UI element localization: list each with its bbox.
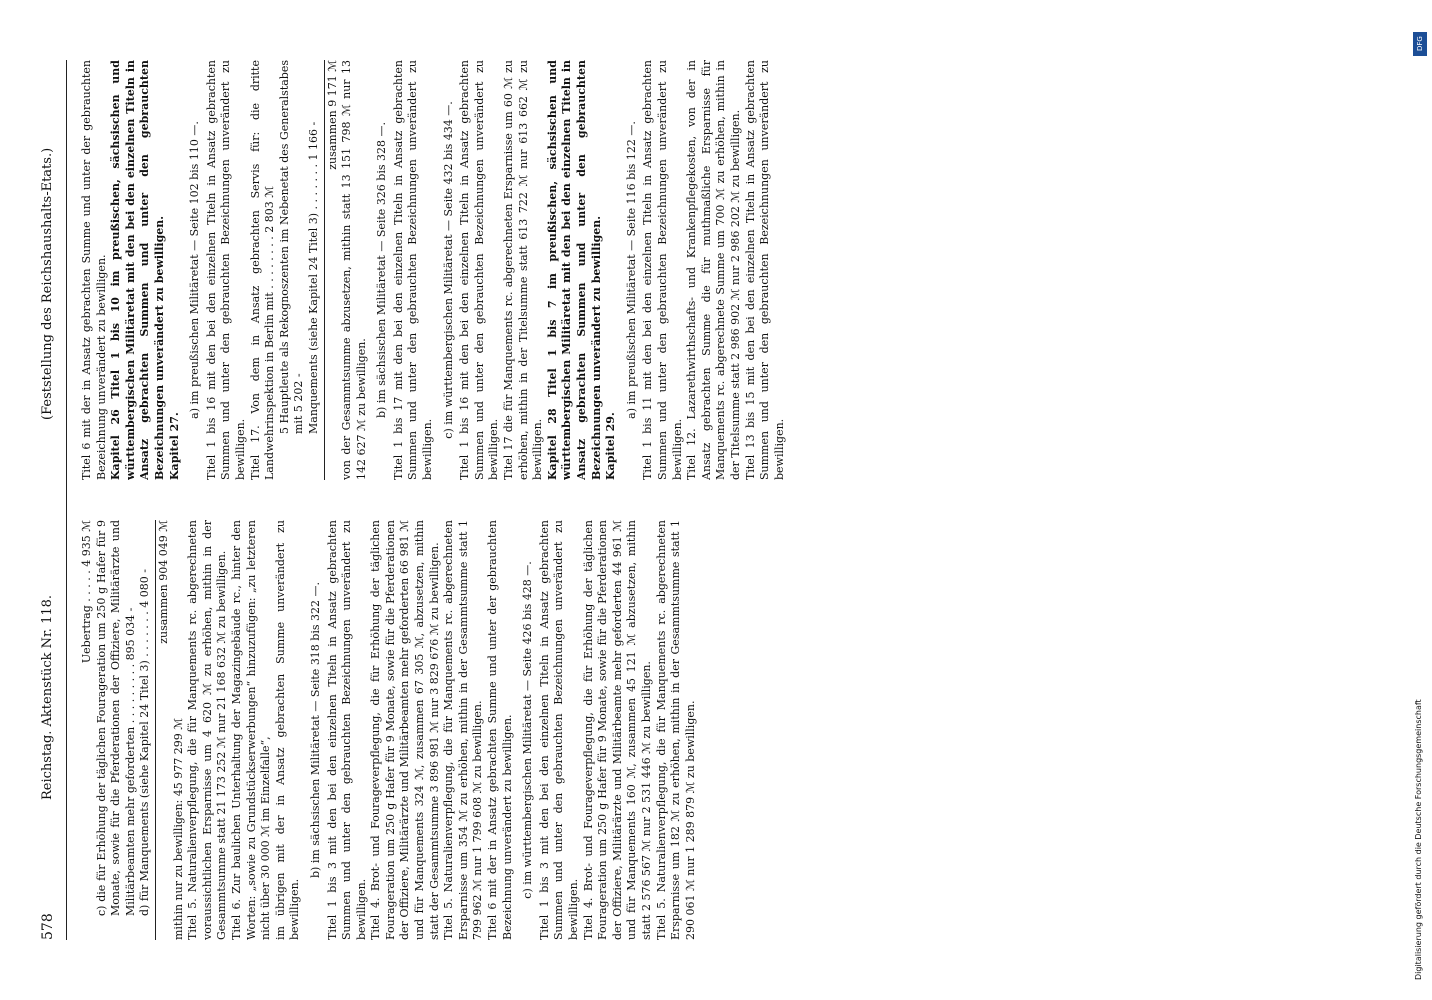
header-rule [66, 60, 67, 940]
paragraph: Titel 17 die für Manquements rc. abgerechneten Ersparnisse um 60 ℳ zu erhöhen, mithin in der Titelsumme statt 613 722 ℳ nur 613 662 ℳ zu bewilligen. [502, 60, 545, 480]
page-number: 578 [40, 913, 56, 940]
paragraph: Titel 12. Lazarethwirthschafts- und Krankenpflegekosten, von der in Ansatz gebrachten Summe die für muthmaßliche Ersparnisse für Manquements rc. abgerechnete Summe um 700 ℳ zu erhöhen, mithin in der Titelsumme statt 2 986 902 ℳ nur 2 986 202 ℳ zu bewilligen. [685, 60, 742, 480]
digitization-sidebar [1412, 30, 1428, 990]
paragraph: Titel 5. Naturalienverpflegung, die für Manquements rc. abgerechneten Ersparnisse um 354 ℳ zu erhöhen, mithin in der Gesammtsumme statt 1 799 962 ℳ nur 1 799 608 ℳ zu bewilligen. [442, 520, 485, 940]
paragraph: Titel 4. Brot- und Fourageverpflegung, die für Erhöhung der täglichen Fourageration um 250 g Hafer für 9 Monate, sowie für die Pferderationen der Offiziere, Militärärzte und Militärbeamte mehr geforderten 44 961 ℳ und für Manquements 160 ℳ, zusammen 45 121 ℳ abzusetzen, mithin statt 2 576 567 ℳ nur 2 531 446 ℳ zu bewilligen. [581, 520, 653, 940]
paragraph: a) im preußischen Militäretat — Seite 102 bis 110 —. [188, 121, 202, 419]
paragraph: c) die für Erhöhung der täglichen Fourageration um 250 g Hafer für 9 Monate, sowie für die Pferderationen der Offiziere, Militärärzte und Militärbeamten mehr geforderten . . . . . . . . . 895 034 - [94, 520, 137, 916]
paragraph: zusammen 9 171 ℳ [324, 60, 341, 480]
paragraph: Titel 1 bis 3 mit den bei den einzelnen Titeln in Ansatz gebrachten Summen und unter den gebrauchten Bezeichnungen unverändert zu bewilligen. [537, 520, 580, 940]
header-left-title: Reichstag. Aktenstück Nr. 118. [40, 594, 55, 800]
paragraph: Titel 5. Naturalienverpflegung, die für Manquements rc. abgerechneten voraussichtlichen Ersparnisse um 4 620 ℳ zu erhöhen, mithin in der Gesammtsumme statt 21 173 252 ℳ nur 21 168 632 ℳ zu bewilligen. [186, 520, 229, 940]
paragraph: zusammen 904 049 ℳ [155, 520, 172, 940]
dfg-caption: Digitalisierung gefördert durch die Deutsche Forschungsgemeinschaft [1414, 699, 1423, 980]
right-text-column [80, 60, 1380, 480]
paragraph: mithin nur zu bewilligen: 45 977 299 ℳ [171, 718, 185, 940]
paragraph: Kapitel 29. [604, 412, 618, 480]
paragraph: von der Gesammtsumme abzusetzen, mithin statt 13 151 798 ℳ nur 13 142 627 ℳ zu bewilligen. [340, 60, 368, 480]
paragraph: c) im württembergischen Militäretat — Seite 432 bis 434 —. [441, 101, 455, 439]
left-text-column [80, 520, 1380, 940]
paragraph: im übrigen mit der in Ansatz gebrachten Summe unverändert zu bewilligen. [273, 520, 302, 940]
paragraph: Titel 1 bis 16 mit den bei den einzelnen Titeln in Ansatz gebrachten Summen und unter den gebrauchten Bezeichnungen unverändert zu bewilligen. [458, 60, 501, 480]
paragraph: Titel 1 bis 17 mit den bei den einzelnen Titeln in Ansatz gebrachten Summen und unter den gebrauchten Bezeichnungen unverändert zu bewilligen. [391, 60, 435, 480]
header-right-title: (Feststellung des Reichshaushalts-Etats.) [40, 147, 55, 420]
paragraph: Kapitel 27. [167, 412, 181, 480]
paragraph: Titel 17. Von dem in Ansatz gebrachten Servis für: die dritte Landwehrinspektion in Berlin mit . . . . . . . . 2 803 ℳ [248, 60, 277, 480]
paragraph: 5 Hauptleute als Rekognoszenten im Nebenetat des Generalstabes mit 5 202 - [277, 60, 306, 434]
dfg-logo-text: DFG [1416, 36, 1424, 52]
paragraph: Uebertrag . . . . . 4 935 ℳ [80, 520, 93, 664]
paragraph: Kapitel 28 Titel 1 bis 7 im preußischen, sächsischen und württembergischen Militäretat mit den bei den einzelnen Titeln in Ansatz gebrachten Summen und unter den gebrauchten Bezeichnungen unverändert zu bewilligen. [545, 60, 603, 480]
paragraph: a) im preußischen Militäretat — Seite 116 bis 122 —. [624, 121, 638, 419]
paragraph: Titel 5. Naturalienverpflegung, die für Manquements rc. abgerechneten Ersparnisse um 182 ℳ zu erhöhen, mithin in der Gesammtsumme statt 1 290 061 ℳ nur 1 289 879 ℳ zu bewilligen. [654, 520, 697, 940]
paragraph: Titel 13 bis 15 mit den bei den einzelnen Titeln in Ansatz gebrachten Summen und unter den gebrauchten Bezeichnungen unverändert zu bewilligen. [743, 60, 786, 480]
paragraph: Titel 6 mit der in Ansatz gebrachten Summe und unter der gebrauchten Bezeichnung unverändert zu bewilligen. [80, 60, 108, 480]
paragraph: Titel 6 mit der in Ansatz gebrachten Summe und unter der gebrauchten Bezeichnung unverändert zu bewilligen. [486, 520, 514, 940]
paragraph: Titel 6. Zur baulichen Unterhaltung der Magazingebäude rc., hinter den Worten: „sowie zu Grundstückserwerbungen“ hinzuzufügen: „zu letzteren nicht über 30 000 ℳ im Einzelfalle“, [229, 520, 273, 940]
dfg-logo [1413, 32, 1427, 56]
paragraph: c) im württembergischen Militäretat — Seite 426 bis 428 —. [521, 561, 535, 899]
paragraph: b) im sächsischen Militäretat — Seite 318 bis 322 —. [308, 582, 322, 878]
paragraph: Titel 1 bis 3 mit den bei den einzelnen Titeln in Ansatz gebrachten Summen und unter den gebrauchten Bezeichnungen unverändert zu bewilligen. [325, 520, 368, 940]
paragraph: Manquements (siehe Kapitel 24 Titel 3) . . . . . . . 1 166 - [306, 121, 320, 434]
paragraph: d) für Manquements (siehe Kapitel 24 Titel 3) . . . . . . . 4 080 - [138, 569, 152, 916]
paragraph: Titel 1 bis 11 mit den bei den einzelnen Titeln in Ansatz gebrachten Summen und unter den gebrauchten Bezeichnungen unverändert zu bewilligen. [641, 60, 684, 480]
paragraph: b) im sächsischen Militäretat — Seite 326 bis 328 —. [375, 122, 389, 418]
paragraph: Titel 1 bis 16 mit den bei den einzelnen Titeln in Ansatz gebrachten Summen und unter den gebrauchten Bezeichnungen unverändert zu bewilligen. [204, 60, 247, 480]
paragraph: Kapitel 26 Titel 1 bis 10 im preußischen, sächsischen und württembergischen Militäretat mit den bei den einzelnen Titeln in Ansatz gebrachten Summen und unter den gebrauchten Bezeichnungen unverändert zu bewilligen. [109, 60, 166, 480]
paragraph: Titel 4. Brot- und Fourageverpflegung, die für Erhöhung der täglichen Fourageration um 250 g Hafer für 9 Monate, sowie für die Pferderationen der Offiziere, Militärärzte und Militärbeamten mehr geforderten 66 981 ℳ und für Manquements 324 ℳ, zusammen 67 305 ℳ, abzusetzen, mithin statt der Gesammtsumme 3 896 981 ℳ nur 3 829 676 ℳ zu bewilligen. [369, 520, 441, 940]
